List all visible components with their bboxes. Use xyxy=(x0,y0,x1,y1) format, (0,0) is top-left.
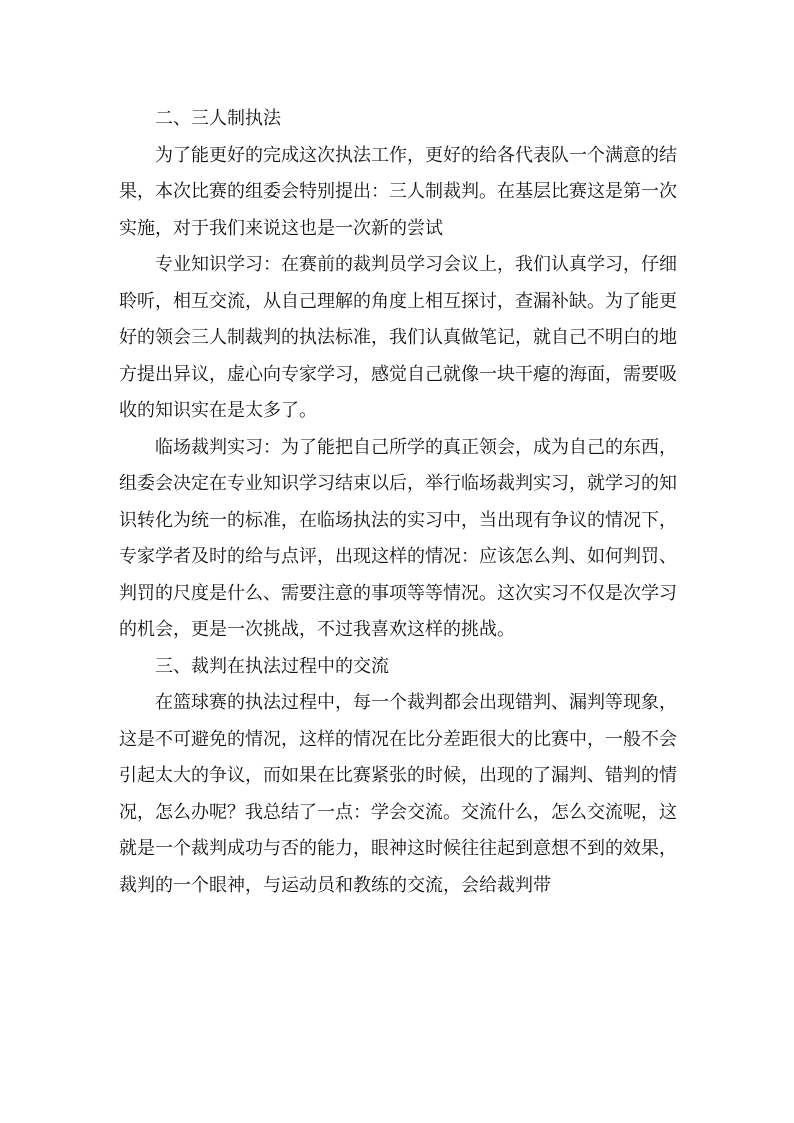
paragraph-intro-three-person: 为了能更好的完成这次执法工作，更好的给各代表队一个满意的结果，本次比赛的组委会特别提出：三人制裁判。在基层比赛这是第一次实施，对于我们来说这也是一次新的尝试 xyxy=(119,144,677,239)
paragraph-onsite-practice: 临场裁判实习：为了能把自己所学的真正领会，成为自己的东西，组委会决定在专业知识学习结束以后，举行临场裁判实习，就学习的知识转化为统一的标准，在临场执法的实习中，当出现有争议的情况下，专家学者及时的给与点评，出现这样的情况：应该怎么判、如何判罚、判罚的尺度是什么、需要注意的事项等等情况。这次实习不仅是次学习的机会，更是一次挑战，不过我喜欢这样的挑战。 xyxy=(119,436,677,640)
paragraph-professional-study: 专业知识学习：在赛前的裁判员学习会议上，我们认真学习，仔细聆听，相互交流，从自己理解的角度上相互探讨，查漏补缺。为了能更好的领会三人制裁判的执法标准，我们认真做笔记，就自己不明白的地方提出异议，虚心向专家学习，感觉自己就像一块干瘪的海面，需要吸收的知识实在是太多了。 xyxy=(119,254,677,421)
document-body xyxy=(119,101,677,904)
section-heading-communication: 三、裁判在执法过程中的交流 xyxy=(155,655,389,677)
paragraph-communication: 在篮球赛的执法过程中，每一个裁判都会出现错判、漏判等现象，这是不可避免的情况，这样的情况在比分差距很大的比赛中，一般不会引起太大的争议，而如果在比赛紧张的时候，出现的了漏判、错判的情况，怎么办呢？我总结了一点：学会交流。交流什么，怎么交流呢，这就是一个裁判成功与否的能力，眼神这时候往往起到意想不到的效果，裁判的一个眼神，与运动员和教练的交流，会给裁判带 xyxy=(119,692,677,896)
section-heading-three-person-officiating: 二、三人制执法 xyxy=(155,108,281,129)
